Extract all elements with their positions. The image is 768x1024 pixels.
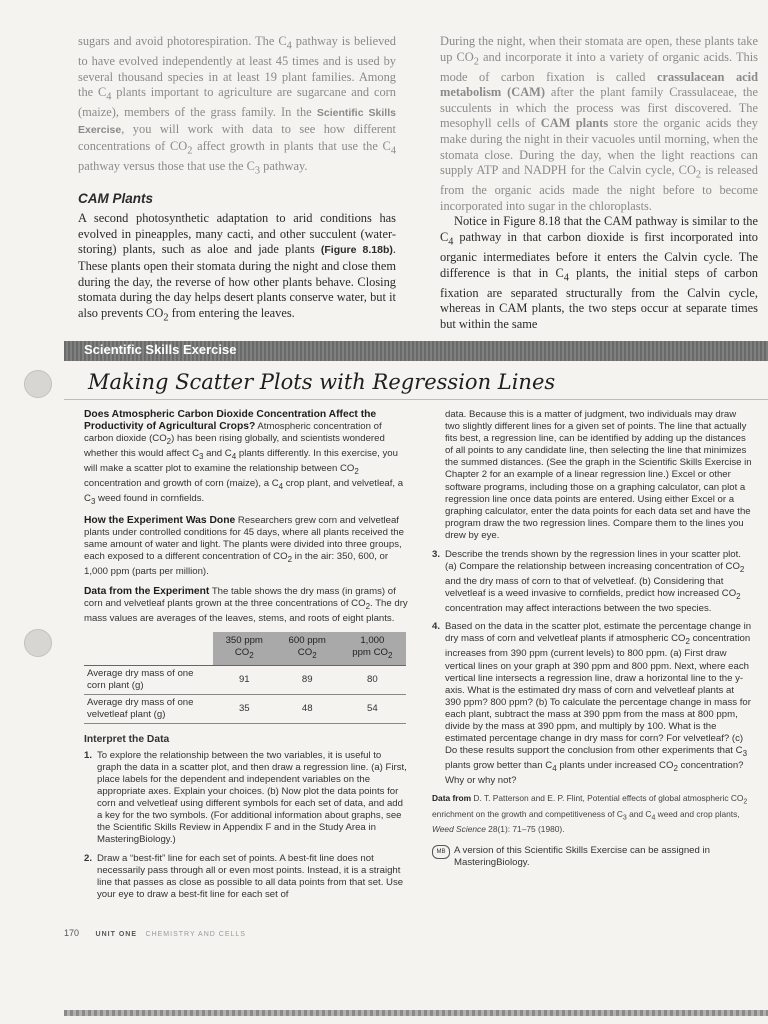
interpret-heading: Interpret the Data — [84, 733, 170, 745]
table-header-row — [84, 632, 406, 665]
exercise-column-right — [432, 409, 752, 869]
cell-value: 48 — [276, 694, 339, 723]
cell-value: 89 — [276, 665, 339, 694]
question-2-continued: data. Because this is a matter of judgment, two individuals may draw two slightly different lines for a given set of points. The line that actually fits best, a regression line, can be identified by adding up the distances of all points to any candidate line, then selecting the line that minimizes the summed distances. (See the graph in the Scientific Skills Exercise in Chapter 2 for an example of a linear regression line.) Excel or other software programs, including those on a graphing calculator, can plot a regression line once data points are entered. Using either Excel or a graphing calculator, enter the data points for each data set and have the program draw the two regression lines. Compare them to the lines you drew by eye. — [445, 409, 752, 541]
row-label-corn: Average dry mass of one corn plant (g) — [84, 665, 213, 694]
cam-vs-c4-paragraph: Notice in Figure 8.18 that the CAM pathway is similar to the $C_4$ pathway in that carbon dioxide is first incorporated into organic intermediates before it enters the Calvin cycle. The difference is that in $C_4$ plants, the initial steps of carbon fixation are separated structurally from the Calvin cycle, whereas in CAM plants, the two steps occur at separate times but within the same — [440, 214, 758, 331]
cam-night-paragraph: During the night, when their stomata are open, these plants take up $CO_2$ and incorporate it into a variety of organic acids. This mode of carbon fixation is called crassulacean acid metabolism (CAM) after the plant family Crassulaceae, the succulents in which the process was first discovered. The mesophyll cells of CAM plants store the organic acids they make during the night in their vacuoles until morning, when the stomata close. During the day, when the light reactions can supply ATP and NADPH for the Calvin cycle, $CO_2$ is released from the organic acids made the night before to become incorporated into sugar in the chloroplasts. — [440, 34, 758, 213]
intro-paragraph-c4: sugars and avoid photorespiration. The $C_4$ pathway is believed to have evolved independently at least 45 times and is used by several thousand species in at least 19 plant families. Among the $C_4$ plants important to agriculture are sugarcane and corn (maize), members of the grass family. In the Scientific Skills Exercise, you will work with data to see how different concentrations of $CO_2$ affect growth in plants that use the $C_4$ pathway versus those that use the $C_3$ pathway. — [78, 34, 396, 177]
table-row — [84, 665, 406, 694]
unit-label: UNIT ONE — [95, 931, 137, 938]
question-paragraph: Does Atmospheric Carbon Dioxide Concentration Affect the Productivity of Agricultural Crops? Atmospheric concentration of carbon dioxide $(CO_2)$ has been rising globally, and scientists wondered whether this would affect $C_3$ and $C_4$ plants differently. In this exercise, you will make a scatter plot to examine the relationship between $CO_2$ concentration and growth of corn (maize), a $C_4$ crop plant, and velvetleaf, a $C_3$ weed found in cornfields. — [84, 409, 404, 507]
dry-mass-table — [84, 632, 406, 724]
mastering-biology-icon: MB — [432, 845, 450, 859]
mastering-note-text: A version of this Scientific Skills Exercise can be assigned in MasteringBiology. — [454, 844, 710, 869]
binder-hole-top — [24, 370, 52, 398]
text-column-right — [440, 34, 758, 333]
section-heading-cam-plants: CAM Plants — [78, 190, 154, 206]
row-label-velvetleaf: Average dry mass of one velvetleaf plant (g) — [84, 694, 213, 723]
exercise-column-left — [84, 409, 408, 907]
question-item-2: 2. Draw a “best-fit” line for each set of points. A best-fit line does not necessarily pass through all or even most points. Instead, it is a straight line that passes as close as possible to all data points from that set. Use your eye to draw a best-fit line for each set of — [84, 852, 404, 900]
question-list-left — [84, 750, 408, 901]
binder-hole-bottom — [24, 629, 52, 657]
text-column-left — [78, 34, 396, 326]
column-header-1000: 1,000 ppm $CO_2$ — [339, 632, 406, 665]
cell-value: 91 — [213, 665, 276, 694]
cam-paragraph: A second photosynthetic adaptation to arid conditions has evolved in pineapples, many cacti, and other succulent (water-storing) plants, such as aloe and jade plants (Figure 8.18b). These plants open their stomata during the night and close them during the day, the reverse of how other plants behave. Closing stomata during the day helps desert plants conserve water, but it also prevents $CO_2$ from entering the leaves. — [78, 211, 396, 324]
question-list-right — [432, 549, 752, 787]
question-item-4: 4. Based on the data in the scatter plot, estimate the percentage change in dry mass of corn and velvetleaf plants if atmospheric $CO_2$ concentration increases from 390 ppm (current levels) to 800 ppm. (a) First draw vertical lines on your graph at 390 ppm and 800 ppm. Next, where each vertical line intersects a regression line, draw a horizontal line to the y-axis. What is the estimated dry mass of corn and velvetleaf plants at 390 ppm? 800 ppm? (b) To calculate the percentage change in mass for each plant, subtract the mass at 390 ppm from the mass at 800 ppm, divide by the mass at 390 ppm, and multiply by 100. What is the estimated percentage change in dry mass for corn? For velvetleaf? (c) Do these results support the conclusion from other experiments that $C_3$ plants grow better than $C_4$ plants under increased $CO_2$ concentration? Why or why not? — [432, 621, 752, 787]
title-divider — [64, 399, 768, 400]
scientific-skills-band — [64, 341, 768, 361]
method-paragraph: How the Experiment Was Done Researchers grew corn and velvetleaf plants under controlled conditions for 45 days, where all plants received the same amount of water and light. The plants were divided into three groups, each exposed to a different concentration of $CO_2$ in the air: 350, 600, or 1,000 ppm (parts per million). — [84, 515, 404, 578]
question-item-1: 1. To explore the relationship between the two variables, it is useful to graph the data in a scatter plot, and then draw a regression line. (a) First, place labels for the dependent and independent variables on the appropriate axes. Explain your choices. (b) Now plot the data points for corn and velvetleaf using different symbols for each set of data, and add a key for the two symbols. (For additional information about graphs, see the Scientific Skills Review in Appendix F and in the Study Area in MasteringBiology.) — [84, 749, 407, 846]
bottom-edge-strip — [64, 1010, 768, 1016]
column-header-600: 600 ppm $CO_2$ — [276, 632, 339, 665]
table-corner — [84, 632, 213, 665]
data-paragraph: Data from the Experiment The table shows the dry mass (in grams) of corn and velvetleaf plants grown at the three concentrations of $CO_2$. The dry mass values are averages of the leaves, stems, and roots of eight plants. — [84, 585, 408, 624]
mastering-note — [432, 845, 752, 869]
cell-value: 35 — [213, 694, 276, 723]
page-footer — [64, 928, 246, 938]
column-header-350: 350 ppm $CO_2$ — [213, 632, 276, 665]
exercise-title: Making Scatter Plots with Regression Lines — [88, 370, 556, 394]
page-number: 170 — [64, 928, 80, 938]
band-label: Scientific Skills Exercise — [84, 342, 237, 357]
cell-value: 80 — [339, 665, 406, 694]
cell-value: 54 — [339, 694, 406, 723]
table-row — [84, 694, 406, 723]
chapter-label: CHEMISTRY AND CELLS — [145, 931, 246, 938]
question-item-3: 3. Describe the trends shown by the regression lines in your scatter plot. (a) Compare the relationship between increasing concentration of $CO_2$ and the dry mass of corn to that of velvetleaf. (b) Considering that velvetleaf is a weed invasive to cornfields, predict how increased $CO_2$ concentration may affect interactions between the two species. — [432, 549, 745, 615]
data-source-citation: Data from D. T. Patterson and E. P. Flint, Potential effects of global atmospheric $CO_2$ enrichment on the growth and competitiveness of $C_3$ and $C_4$ weed and crop plants, Weed Science 28(1): 71–75 (1980). — [432, 793, 748, 835]
